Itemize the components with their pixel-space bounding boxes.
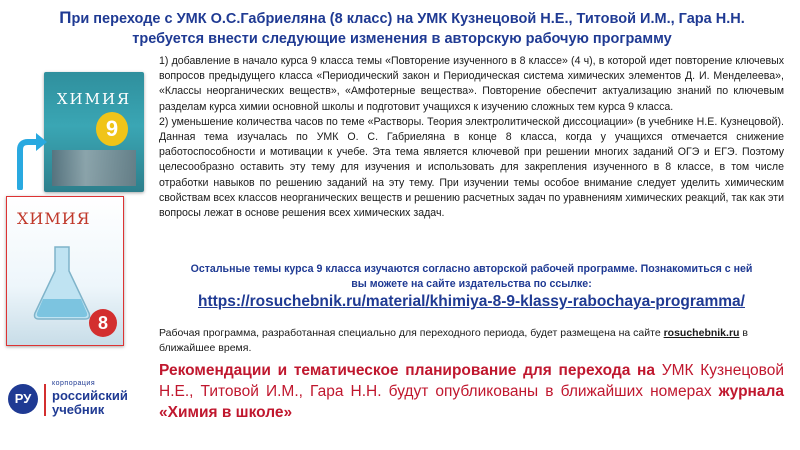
recommendation-regular: УМК Кузнецовой Н.Е., Титовой И.М., Гара Н.Н. будут опубликованы в ближайших номерах xyxy=(159,362,784,400)
recommendation-block xyxy=(159,360,784,423)
textbook-cover-grade-8 xyxy=(6,196,124,346)
note-text-after: в ближайшее время. xyxy=(159,327,748,354)
cover-top-number: 9 xyxy=(96,112,128,146)
cover-bottom-title: ХИМИЯ xyxy=(17,209,91,228)
cover-top-title: ХИМИЯ xyxy=(56,90,132,108)
title-initial: П xyxy=(59,8,72,27)
journal-name: журнала «Химия в школе» xyxy=(159,383,784,421)
logo-mark-icon: РУ xyxy=(8,384,38,414)
logo-divider xyxy=(44,384,46,416)
title-line-1 xyxy=(14,8,790,29)
cover-top-photo xyxy=(52,150,136,186)
logo-line-1: российский xyxy=(52,388,128,403)
logo-line-2: учебник xyxy=(52,402,105,417)
paragraph-2: 2) уменьшение количества часов по теме «Растворы. Теория электролитической диссоциации» (в учебнике Н.Е. Кузнецовой). Данная тема изучалась по УМК О. С. Габриеляна в конце 8 класса, когда у учащихся отмечается снижение работоспособности и мотивации к учебе. Эта тема является ключевой при решении многих заданий ОГЭ и ЕГЭ. Поэтому целесообразно оставить эту тему для изучения и использовать для закрепления изученного в 8 классе, в том числе отработки навыков по решению заданий на эту тему. При изучении темы особое внимание следует уделить химическим свойствам всех классов неорганических веществ и решению расчетных задач по уравнениям химических реакций, так как эти вопросы лежат в основе решения всех химических задач. xyxy=(159,115,784,220)
other-topics-note xyxy=(159,262,784,292)
recommendation-bold: Рекомендации и тематическое планирование для перехода на xyxy=(159,362,656,379)
program-link[interactable]: https://rosuchebnik.ru/material/khimiya-8-9-klassy-rabochaya-programma/ xyxy=(198,293,745,310)
cover-bottom-number: 8 xyxy=(89,309,117,337)
site-link[interactable]: rosuchebnik.ru xyxy=(663,327,740,339)
title-line-1-text: ри переходе с УМК О.С.Габриеляна (8 класс) на УМК Кузнецовой Н.Е., Титовой И.М., Гара Н.Н. xyxy=(71,11,745,27)
note-text-before: Рабочая программа, разработанная специально для переходного периода, будет размещена на сайте xyxy=(159,327,664,339)
availability-note xyxy=(159,326,784,356)
textbook-cover-grade-9 xyxy=(44,72,144,192)
slide-title xyxy=(14,8,790,49)
logo-small-text: корпорация xyxy=(52,380,96,387)
flask-icon xyxy=(27,243,97,323)
publisher-logo xyxy=(8,380,158,420)
other-topics-line-1: Остальные темы курса 9 класса изучаются согласно авторской рабочей программе. Познакомиться с ней xyxy=(190,263,753,275)
main-text xyxy=(159,54,784,221)
curved-arrow-icon xyxy=(12,130,48,190)
title-line-2: требуется внести следующие изменения в авторскую рабочую программу xyxy=(132,31,672,47)
other-topics-line-2: вы можете на сайте издательства по ссылке: xyxy=(351,278,592,290)
paragraph-1: 1) добавление в начало курса 9 класса темы «Повторение изученного в 8 классе» (4 ч), в которой идет повторение ключевых вопросов предыдущего класса «Периодический закон и Периодическая система химических элементов Д. И. Менделеева», «Классы неорганических веществ», «Амфотерные вещества». Повторение обеспечит актуализацию знаний по ключевым разделам курса химии основной школы и подготовит учащихся к изучению сложных тем курса 9 класса. xyxy=(159,55,784,113)
